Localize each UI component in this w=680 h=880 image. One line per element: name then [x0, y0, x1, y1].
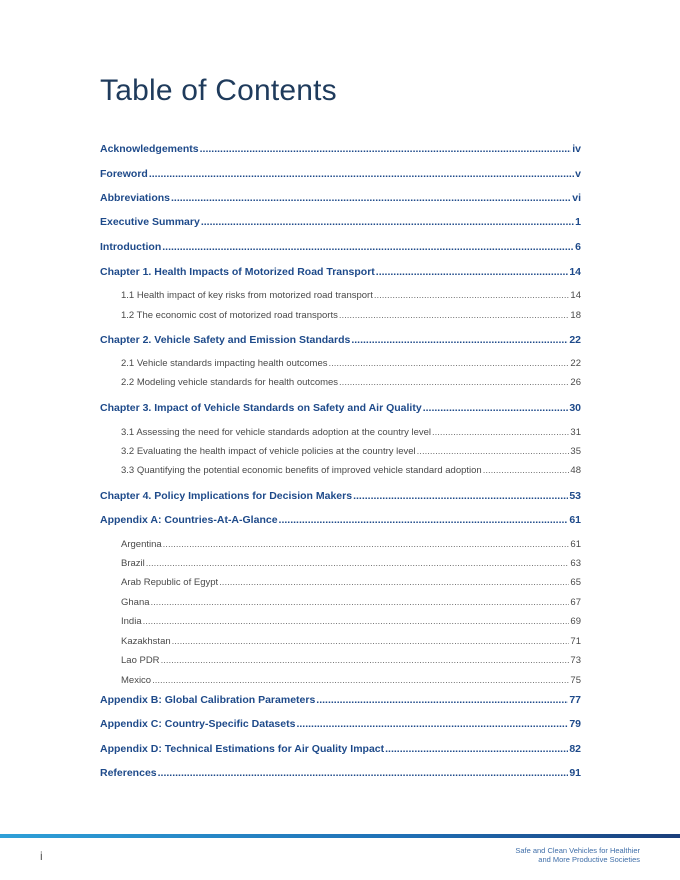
toc-entry[interactable] — [121, 465, 581, 476]
toc-leader-dots — [432, 427, 569, 438]
toc-leader-dots — [329, 358, 570, 369]
toc-entry-page: 30 — [569, 402, 581, 414]
toc-leader-dots — [279, 514, 569, 526]
toc-entry-page: 1 — [575, 216, 581, 228]
footer-report-title-line2: and More Productive Societies — [538, 855, 640, 864]
toc-entry-page: vi — [572, 192, 581, 204]
toc-entry-page: 26 — [570, 377, 581, 388]
toc-entry[interactable] — [121, 655, 581, 666]
footer-bar — [0, 834, 680, 838]
toc-entry-label: Chapter 3. Impact of Vehicle Standards on Safety and Air Quality — [100, 402, 422, 414]
toc-entry-label: 3.2 Evaluating the health impact of vehicle policies at the country level — [121, 446, 416, 457]
toc-entry-label: Appendix A: Countries-At-A-Glance — [100, 514, 278, 526]
toc-entry-label: Executive Summary — [100, 216, 200, 228]
toc-entry[interactable] — [121, 358, 581, 369]
toc-entry-page: v — [575, 168, 581, 180]
toc-entry-page: 61 — [570, 539, 581, 550]
toc-entry-page: iv — [572, 143, 581, 155]
toc-entry[interactable] — [100, 743, 581, 755]
toc-entry[interactable] — [121, 636, 581, 647]
toc-entry[interactable] — [121, 558, 581, 569]
toc-entry[interactable] — [100, 143, 581, 155]
toc-entry-label: 3.3 Quantifying the potential economic benefits of improved vehicle standard adoption — [121, 465, 482, 476]
toc-leader-dots — [219, 577, 569, 588]
toc-leader-dots — [163, 539, 570, 550]
toc-entry-page: 71 — [570, 636, 581, 647]
page-number: i — [40, 849, 43, 863]
footer-report-title-line1: Safe and Clean Vehicles for Healthier — [515, 846, 640, 855]
toc-entry[interactable] — [100, 334, 581, 346]
toc-entry-page: 35 — [570, 446, 581, 457]
toc-entry[interactable] — [100, 241, 581, 253]
toc-entry[interactable] — [121, 539, 581, 550]
toc-entry[interactable] — [121, 446, 581, 457]
toc-entry[interactable] — [121, 427, 581, 438]
toc-entry-label: Chapter 4. Policy Implications for Decision Makers — [100, 490, 353, 502]
toc-entry-label: Chapter 2. Vehicle Safety and Emission Standards — [100, 334, 351, 346]
toc-leader-dots — [151, 597, 570, 608]
toc-entry[interactable] — [121, 675, 581, 686]
toc-leader-dots — [339, 310, 570, 321]
toc-leader-dots — [161, 655, 570, 666]
toc-leader-dots — [143, 616, 570, 627]
toc-entry-page: 82 — [569, 743, 581, 755]
toc-entry-label: Foreword — [100, 168, 148, 180]
toc-leader-dots — [158, 767, 569, 779]
toc-entry[interactable] — [100, 216, 581, 228]
toc-entry-page: 69 — [570, 616, 581, 627]
toc-entry-label: 2.2 Modeling vehicle standards for health outcomes — [121, 377, 339, 388]
toc-entry-label: Chapter 1. Health Impacts of Motorized Road Transport — [100, 266, 375, 278]
toc-entry-page: 91 — [569, 767, 581, 779]
toc-entry-page: 65 — [570, 577, 581, 588]
toc-entry-label: Mexico — [121, 675, 152, 686]
toc-entry-label: Argentina — [121, 539, 162, 550]
toc-entry-page: 18 — [570, 310, 581, 321]
toc-entry-page: 73 — [570, 655, 581, 666]
toc-entry[interactable] — [121, 290, 581, 301]
toc-entry-page: 31 — [570, 427, 581, 438]
toc-entry-label: Introduction — [100, 241, 162, 253]
toc-entry-label: 1.2 The economic cost of motorized road transports — [121, 310, 338, 321]
toc-entry[interactable] — [100, 514, 581, 526]
toc-entry[interactable] — [100, 718, 581, 730]
toc-entry[interactable] — [100, 694, 581, 706]
toc-entry-label: Ghana — [121, 597, 150, 608]
toc-leader-dots — [149, 168, 574, 180]
toc-entry-page: 53 — [569, 490, 581, 502]
toc-entry-label: India — [121, 616, 142, 627]
toc-entry[interactable] — [100, 266, 581, 278]
toc-leader-dots — [200, 143, 572, 155]
toc-leader-dots — [316, 694, 568, 706]
toc-entry-page: 22 — [569, 334, 581, 346]
toc-leader-dots — [172, 636, 570, 647]
toc-entry-page: 75 — [570, 675, 581, 686]
toc-entry-label: 3.1 Assessing the need for vehicle standards adoption at the country level — [121, 427, 432, 438]
toc-leader-dots — [353, 490, 568, 502]
toc-entry[interactable] — [121, 310, 581, 321]
page-title: Table of Contents — [100, 74, 337, 107]
toc-entry-label: 2.1 Vehicle standards impacting health outcomes — [121, 358, 328, 369]
toc-leader-dots — [152, 675, 569, 686]
toc-leader-dots — [483, 465, 570, 476]
toc-entry[interactable] — [100, 402, 581, 414]
toc-entry[interactable] — [121, 377, 581, 388]
toc-entry-page: 22 — [570, 358, 581, 369]
toc-leader-dots — [351, 334, 568, 346]
toc-leader-dots — [296, 718, 568, 730]
toc-leader-dots — [146, 558, 570, 569]
toc-leader-dots — [201, 216, 574, 228]
toc-entry-page: 48 — [570, 465, 581, 476]
toc-entry-page: 61 — [569, 514, 581, 526]
toc-entry[interactable] — [100, 767, 581, 779]
toc-entry-page: 79 — [569, 718, 581, 730]
toc-entry-label: 1.1 Health impact of key risks from motorized road transport — [121, 290, 373, 301]
toc-entry-label: References — [100, 767, 157, 779]
toc-entry-page: 6 — [575, 241, 581, 253]
toc-leader-dots — [423, 402, 569, 414]
toc-entry-label: Abbreviations — [100, 192, 171, 204]
toc-entry-label: Kazakhstan — [121, 636, 171, 647]
toc-leader-dots — [385, 743, 568, 755]
toc-leader-dots — [374, 290, 570, 301]
toc-entry-label: Brazil — [121, 558, 145, 569]
toc-leader-dots — [171, 192, 571, 204]
toc-entry[interactable] — [121, 597, 581, 608]
toc-leader-dots — [162, 241, 574, 253]
toc-entry-label: Acknowledgements — [100, 143, 199, 155]
toc-entry[interactable] — [121, 577, 581, 588]
toc-entry-page: 67 — [570, 597, 581, 608]
toc-entry[interactable] — [100, 192, 581, 204]
toc-leader-dots — [339, 377, 569, 388]
toc-entry-label: Lao PDR — [121, 655, 160, 666]
toc-entry-page: 77 — [569, 694, 581, 706]
toc-leader-dots — [376, 266, 569, 278]
toc-entry-label: Appendix C: Country-Specific Datasets — [100, 718, 296, 730]
toc-entry-label: Appendix B: Global Calibration Parameters — [100, 694, 316, 706]
toc-entry-page: 14 — [569, 266, 581, 278]
toc-entry[interactable] — [100, 168, 581, 180]
footer-report-title — [420, 846, 640, 864]
toc-entry-label: Arab Republic of Egypt — [121, 577, 219, 588]
toc-entry[interactable] — [121, 616, 581, 627]
toc-leader-dots — [417, 446, 570, 457]
toc-entry-page: 63 — [570, 558, 581, 569]
toc-entry-page: 14 — [570, 290, 581, 301]
toc-entry[interactable] — [100, 490, 581, 502]
toc-entry-label: Appendix D: Technical Estimations for Air Quality Impact — [100, 743, 385, 755]
